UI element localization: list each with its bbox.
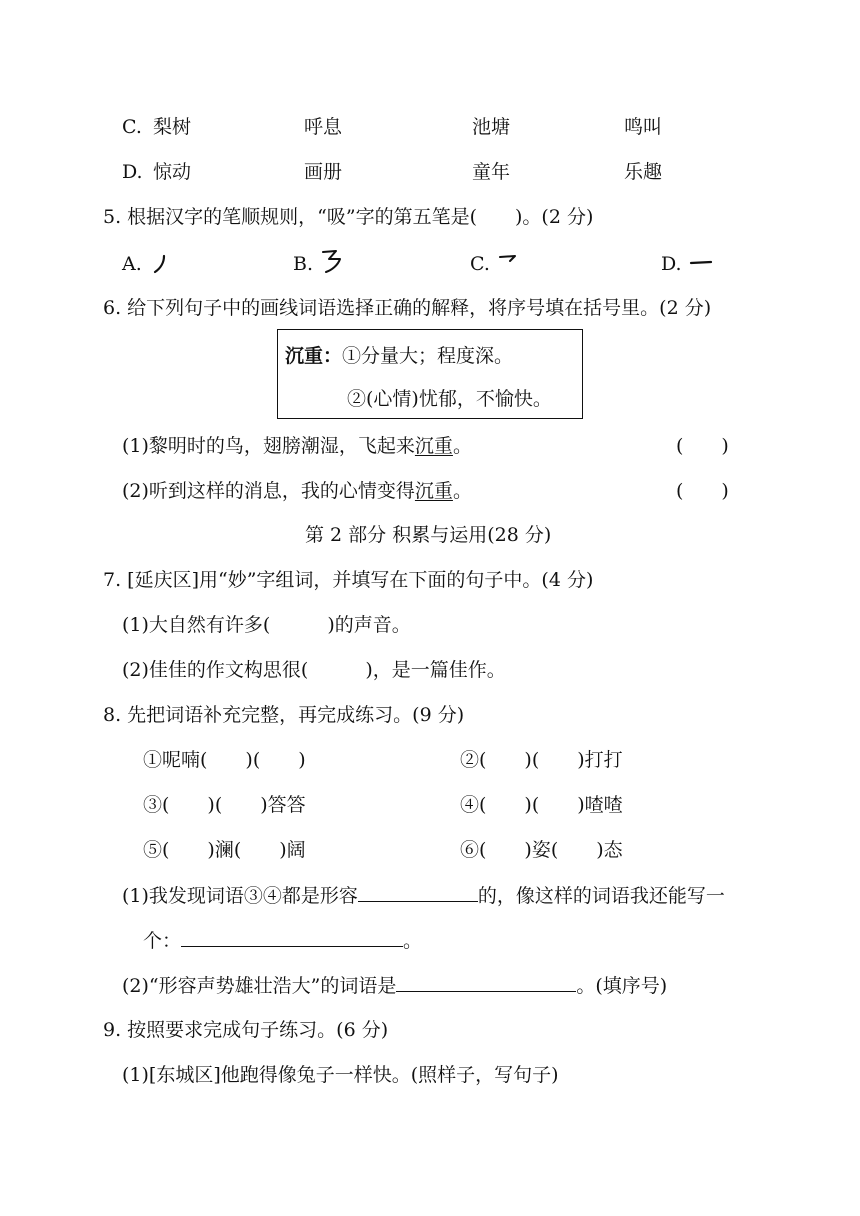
q6-sentence-2: (2)听到这样的消息，我的心情变得沉重。 <box>122 480 472 502</box>
option-d-word-1: 惊动 <box>153 161 192 183</box>
option-c-word-1: 梨树 <box>153 116 192 138</box>
option-c-word-2: 呼息 <box>304 116 343 138</box>
q8-word-1: ①呢喃( )( ) <box>143 749 306 771</box>
q8-word-5: ⑤( )澜( )阔 <box>143 839 306 861</box>
answer-blank[interactable] <box>181 928 403 947</box>
q7-sentence-1: (1)大自然有许多( )的声音。 <box>122 614 411 636</box>
stroke-hengzhezhepie-icon <box>320 248 346 274</box>
question-8: 8. 先把词语补充完整，再完成练习。(9 分) <box>103 704 465 726</box>
definition-2: ②(心情)忧郁，不愉快。 <box>347 388 552 410</box>
q8-word-4: ④( )( )喳喳 <box>460 794 623 816</box>
definition-word: 沉重： <box>285 345 343 367</box>
answer-paren-2[interactable]: ( ) <box>676 480 729 502</box>
definition-1: ①分量大；程度深。 <box>342 345 514 367</box>
q5-option-b-label: B. <box>293 253 314 275</box>
q8-practice-2: (2)“形容声势雄壮浩大”的词语是 。(填序号) <box>122 975 668 997</box>
q7-sentence-2: (2)佳佳的作文构思很( )，是一篇佳作。 <box>122 659 506 681</box>
option-c-label: C. <box>122 116 142 138</box>
stroke-hengpie-icon <box>498 252 520 266</box>
question-9: 9. 按照要求完成句子练习。(6 分) <box>103 1019 389 1041</box>
question-7: 7. [延庆区]用“妙”字组词，并填写在下面的句子中。(4 分) <box>103 569 594 591</box>
answer-blank[interactable] <box>358 883 478 902</box>
option-d-word-4: 乐趣 <box>624 161 663 183</box>
question-5: 5. 根据汉字的笔顺规则，“吸”字的第五笔是( )。(2 分) <box>103 206 594 228</box>
q5-option-c-label: C. <box>470 253 490 275</box>
option-d-label: D. <box>122 161 143 183</box>
q5-option-a-label: A. <box>122 253 142 275</box>
q8-practice-1-line2: 个： 。 <box>143 930 423 952</box>
question-6: 6. 给下列句子中的画线词语选择正确的解释，将序号填在括号里。(2 分) <box>103 297 712 319</box>
stroke-heng-icon <box>689 258 713 268</box>
definition-box <box>277 329 583 419</box>
q8-word-2: ②( )( )打打 <box>460 749 623 771</box>
underlined-word: 沉重 <box>414 435 453 457</box>
stroke-pie-icon <box>152 254 170 274</box>
underlined-word: 沉重 <box>414 480 453 502</box>
option-c-word-3: 池塘 <box>472 116 511 138</box>
answer-paren-1[interactable]: ( ) <box>676 435 729 457</box>
option-d-word-2: 画册 <box>304 161 343 183</box>
q8-word-3: ③( )( )答答 <box>143 794 306 816</box>
answer-blank[interactable] <box>396 973 576 992</box>
q9-sentence-1: (1)[东城区]他跑得像兔子一样快。(照样子，写句子) <box>122 1064 559 1086</box>
q8-word-6: ⑥( )姿( )态 <box>460 839 623 861</box>
option-d-word-3: 童年 <box>472 161 511 183</box>
q5-option-d-label: D. <box>661 253 682 275</box>
option-c-word-4: 鸣叫 <box>624 116 663 138</box>
section-heading: 第 2 部分 积累与运用(28 分) <box>305 524 552 546</box>
q6-sentence-1: (1)黎明时的鸟，翅膀潮湿，飞起来沉重。 <box>122 435 472 457</box>
q8-practice-1: (1)我发现词语③④都是形容 的，像这样的词语我还能写一 <box>122 885 725 907</box>
